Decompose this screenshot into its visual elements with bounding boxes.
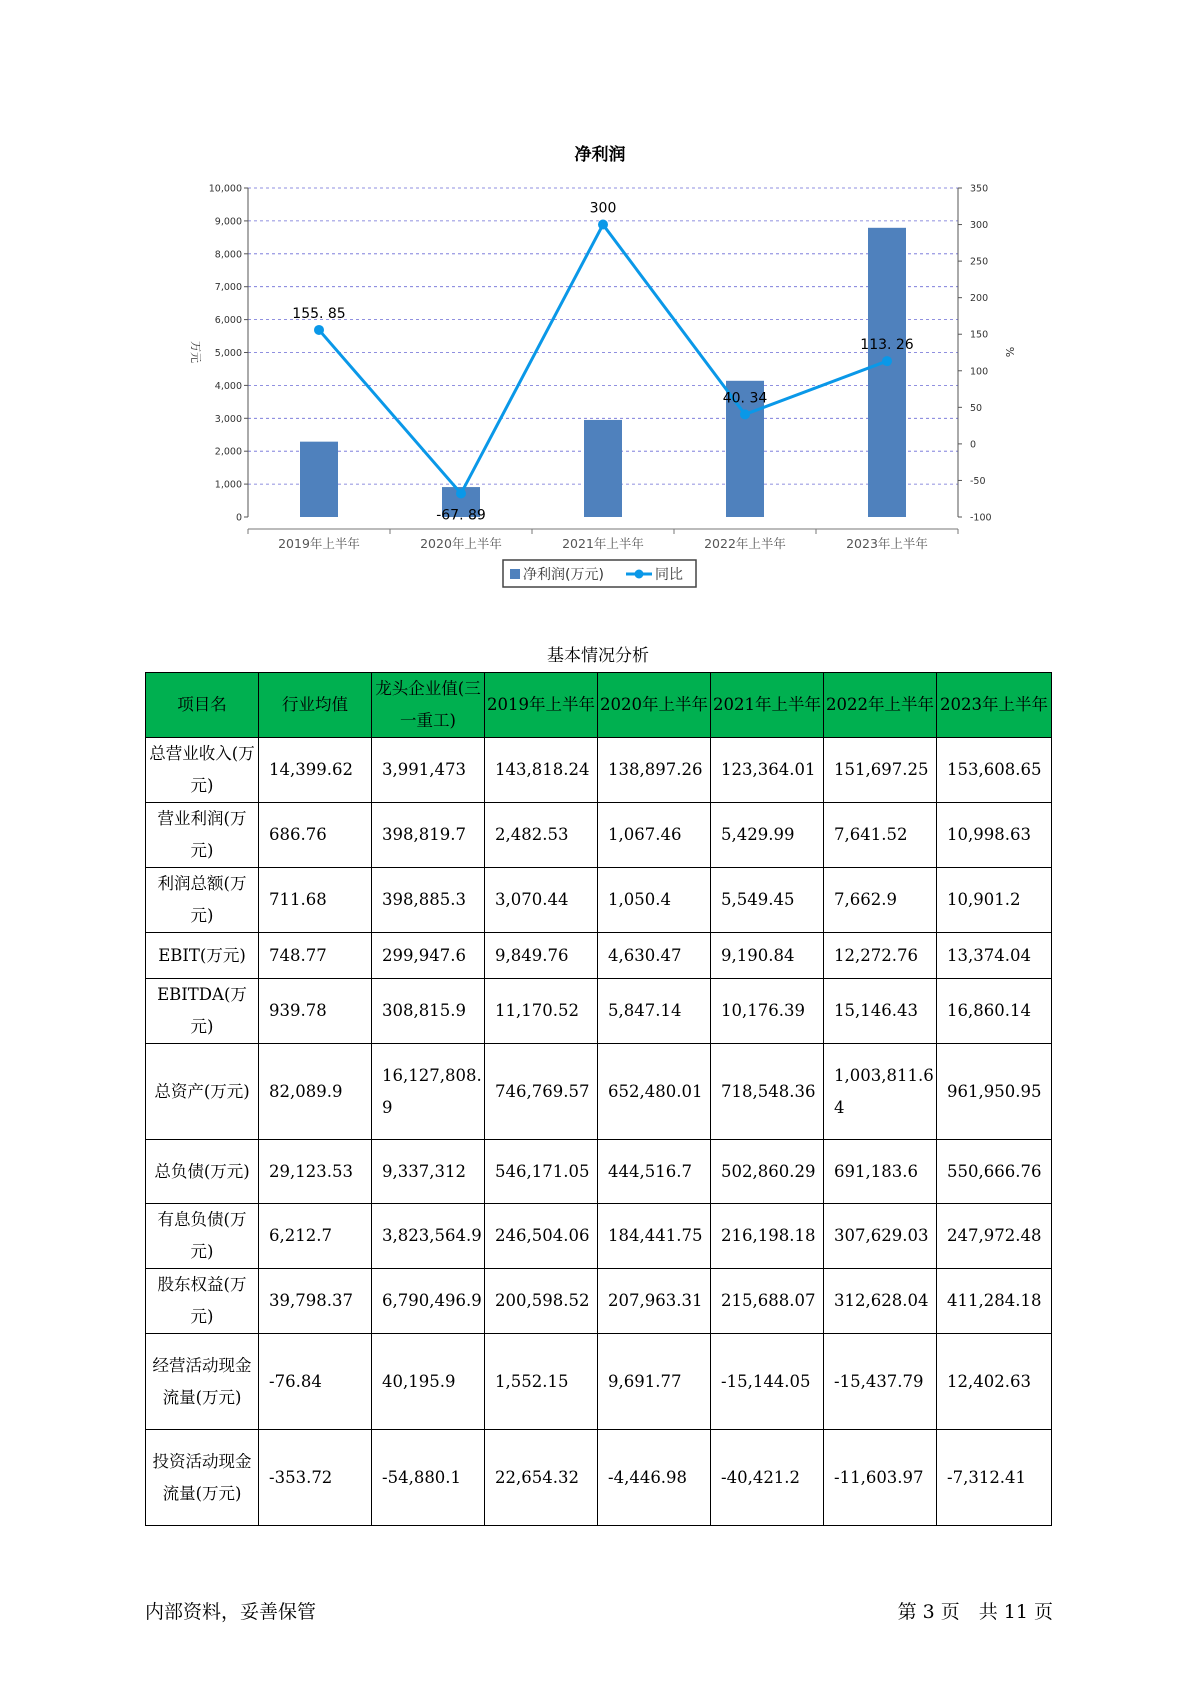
right-tick-label: 250 [970, 256, 989, 268]
row-label-cell: 总负债(万元) [146, 1140, 259, 1204]
row-label-cell: 股东权益(万元) [146, 1269, 259, 1334]
value-cell: 7,641.52 [824, 803, 937, 868]
right-tick-label: -100 [970, 512, 992, 524]
table-caption: 基本情况分析 [547, 646, 649, 666]
table-row [146, 1140, 1052, 1204]
bar-net-profit [300, 442, 338, 517]
right-tick-label: 150 [970, 329, 989, 341]
yoy-point [882, 356, 892, 366]
left-tick-label: 5,000 [214, 348, 242, 359]
left-tick-label: 0 [235, 512, 242, 524]
value-cell: 686.76 [259, 803, 372, 868]
value-cell: 11,170.52 [485, 979, 598, 1044]
right-tick-label: 50 [970, 402, 983, 414]
value-cell: 1,003,811.64 [824, 1044, 937, 1140]
table-header-cell: 项目名 [146, 673, 259, 738]
value-cell: 123,364.01 [711, 738, 824, 803]
table-row [146, 1269, 1052, 1334]
value-cell: 5,549.45 [711, 868, 824, 933]
table-row [146, 738, 1052, 803]
value-cell: 3,070.44 [485, 868, 598, 933]
value-cell: 82,089.9 [259, 1044, 372, 1140]
value-cell: -40,421.2 [711, 1430, 824, 1526]
value-cell: -76.84 [259, 1334, 372, 1430]
chart-canvas [0, 0, 1191, 600]
legend-swatch-point [635, 570, 644, 579]
value-cell: 153,608.65 [937, 738, 1052, 803]
value-cell: 200,598.52 [485, 1269, 598, 1334]
row-label-cell: 投资活动现金流量(万元) [146, 1430, 259, 1526]
left-tick-label: 7,000 [214, 282, 242, 294]
value-cell: 718,548.36 [711, 1044, 824, 1140]
footer-page-number: 第 3 页 共 11 页 [897, 1601, 1053, 1623]
bar-net-profit [584, 420, 622, 517]
value-cell: 13,374.04 [937, 933, 1052, 979]
value-cell: 9,337,312 [372, 1140, 485, 1204]
right-tick-label: 100 [970, 366, 989, 378]
value-cell: 15,146.43 [824, 979, 937, 1044]
table-header-cell: 2021年上半年 [711, 673, 824, 738]
value-cell: 1,552.15 [485, 1334, 598, 1430]
yoy-data-label: 40. 34 [722, 390, 768, 407]
chart-legend [503, 560, 696, 587]
x-tick-label: 2022年上半年 [704, 536, 786, 551]
yoy-point [456, 489, 466, 499]
table-row [146, 933, 1052, 979]
table-row [146, 1204, 1052, 1269]
table-header-cell: 行业均值 [259, 673, 372, 738]
value-cell: 398,819.7 [372, 803, 485, 868]
yoy-data-label: 155. 85 [292, 305, 346, 322]
value-cell: 4,630.47 [598, 933, 711, 979]
value-cell: 711.68 [259, 868, 372, 933]
value-cell: 299,947.6 [372, 933, 485, 979]
value-cell: -15,437.79 [824, 1334, 937, 1430]
right-tick-label: 200 [970, 293, 989, 305]
value-cell: 748.77 [259, 933, 372, 979]
row-label-cell: 营业利润(万元) [146, 803, 259, 868]
value-cell: 3,823,564.9 [372, 1204, 485, 1269]
table-row [146, 979, 1052, 1044]
footer-confidential-note: 内部资料，妥善保管 [145, 1601, 317, 1623]
yoy-data-label: -67. 89 [436, 507, 486, 524]
left-tick-label: 3,000 [214, 413, 242, 425]
bar-net-profit [868, 228, 906, 517]
x-tick-label: 2021年上半年 [562, 536, 644, 551]
value-cell: 398,885.3 [372, 868, 485, 933]
left-tick-label: 9,000 [214, 216, 242, 228]
right-tick-label: -50 [970, 475, 986, 487]
table-row [146, 868, 1052, 933]
y-axis-label: 万元 [189, 341, 202, 363]
value-cell: 215,688.07 [711, 1269, 824, 1334]
value-cell: 16,860.14 [937, 979, 1052, 1044]
legend-label-line: 同比 [655, 567, 683, 583]
value-cell: -54,880.1 [372, 1430, 485, 1526]
value-cell: 411,284.18 [937, 1269, 1052, 1334]
value-cell: 444,516.7 [598, 1140, 711, 1204]
table-header-cell: 龙头企业值(三一重工) [372, 673, 485, 738]
right-tick-label: 300 [970, 220, 989, 232]
chart-bars [300, 228, 906, 517]
yoy-point [314, 325, 324, 335]
row-label-cell: 总营业收入(万元) [146, 738, 259, 803]
x-tick-label: 2019年上半年 [278, 536, 360, 551]
yoy-point [740, 409, 750, 419]
legend-swatch-bar [510, 569, 520, 579]
table-row [146, 803, 1052, 868]
table-row [146, 1044, 1052, 1140]
yoy-data-label: 300 [589, 200, 617, 217]
net-profit-chart [0, 0, 1191, 600]
left-tick-label: 6,000 [214, 315, 242, 327]
value-cell: 961,950.95 [937, 1044, 1052, 1140]
row-label-cell: 经营活动现金流量(万元) [146, 1334, 259, 1430]
table-header-cell: 2019年上半年 [485, 673, 598, 738]
value-cell: 138,897.26 [598, 738, 711, 803]
value-cell: 6,212.7 [259, 1204, 372, 1269]
x-tick-label: 2020年上半年 [420, 536, 502, 551]
value-cell: 40,195.9 [372, 1334, 485, 1430]
value-cell: 12,402.63 [937, 1334, 1052, 1430]
value-cell: 312,628.04 [824, 1269, 937, 1334]
value-cell: 550,666.76 [937, 1140, 1052, 1204]
legend-label-bar: 净利润(万元) [523, 567, 604, 583]
left-tick-label: 8,000 [214, 249, 242, 261]
basic-situation-table [145, 672, 1052, 1526]
row-label-cell: EBITDA(万元) [146, 979, 259, 1044]
value-cell: 939.78 [259, 979, 372, 1044]
row-label-cell: EBIT(万元) [146, 933, 259, 979]
value-cell: 16,127,808.9 [372, 1044, 485, 1140]
value-cell: 1,050.4 [598, 868, 711, 933]
value-cell: 3,991,473 [372, 738, 485, 803]
value-cell: 10,176.39 [711, 979, 824, 1044]
value-cell: 29,123.53 [259, 1140, 372, 1204]
value-cell: 652,480.01 [598, 1044, 711, 1140]
value-cell: 546,171.05 [485, 1140, 598, 1204]
value-cell: 2,482.53 [485, 803, 598, 868]
value-cell: 143,818.24 [485, 738, 598, 803]
right-tick-label: 0 [970, 439, 977, 451]
row-label-cell: 利润总额(万元) [146, 868, 259, 933]
left-tick-label: 2,000 [214, 446, 242, 458]
row-label-cell: 总资产(万元) [146, 1044, 259, 1140]
value-cell: 9,190.84 [711, 933, 824, 979]
value-cell: 12,272.76 [824, 933, 937, 979]
value-cell: -4,446.98 [598, 1430, 711, 1526]
value-cell: 7,662.9 [824, 868, 937, 933]
row-label-cell: 有息负债(万元) [146, 1204, 259, 1269]
value-cell: 246,504.06 [485, 1204, 598, 1269]
value-cell: 9,691.77 [598, 1334, 711, 1430]
value-cell: 9,849.76 [485, 933, 598, 979]
yoy-data-label: 113. 26 [860, 337, 914, 354]
value-cell: 184,441.75 [598, 1204, 711, 1269]
value-cell: 5,429.99 [711, 803, 824, 868]
value-cell: 39,798.37 [259, 1269, 372, 1334]
value-cell: 216,198.18 [711, 1204, 824, 1269]
value-cell: 22,654.32 [485, 1430, 598, 1526]
value-cell: 151,697.25 [824, 738, 937, 803]
value-cell: 307,629.03 [824, 1204, 937, 1269]
table-header-row [146, 673, 1052, 738]
value-cell: -11,603.97 [824, 1430, 937, 1526]
table-row [146, 1334, 1052, 1430]
value-cell: 1,067.46 [598, 803, 711, 868]
table-header-cell: 2022年上半年 [824, 673, 937, 738]
left-tick-label: 10,000 [208, 183, 242, 195]
value-cell: 207,963.31 [598, 1269, 711, 1334]
value-cell: 502,860.29 [711, 1140, 824, 1204]
chart-title: 净利润 [574, 145, 626, 165]
left-tick-label: 1,000 [214, 479, 242, 491]
x-tick-label: 2023年上半年 [846, 536, 928, 551]
value-cell: 308,815.9 [372, 979, 485, 1044]
value-cell: 247,972.48 [937, 1204, 1052, 1269]
value-cell: 6,790,496.9 [372, 1269, 485, 1334]
value-cell: 691,183.6 [824, 1140, 937, 1204]
table-row [146, 1430, 1052, 1526]
table-header-cell: 2020年上半年 [598, 673, 711, 738]
value-cell: 5,847.14 [598, 979, 711, 1044]
value-cell: 10,901.2 [937, 868, 1052, 933]
table-header-cell: 2023年上半年 [937, 673, 1052, 738]
left-tick-label: 4,000 [214, 380, 242, 392]
value-cell: -353.72 [259, 1430, 372, 1526]
value-cell: -7,312.41 [937, 1430, 1052, 1526]
value-cell: -15,144.05 [711, 1334, 824, 1430]
value-cell: 746,769.57 [485, 1044, 598, 1140]
value-cell: 10,998.63 [937, 803, 1052, 868]
value-cell: 14,399.62 [259, 738, 372, 803]
right-tick-label: 350 [970, 183, 989, 195]
table-body [146, 738, 1052, 1526]
yoy-point [598, 220, 608, 230]
y-axis-right-label: % [1003, 346, 1016, 358]
